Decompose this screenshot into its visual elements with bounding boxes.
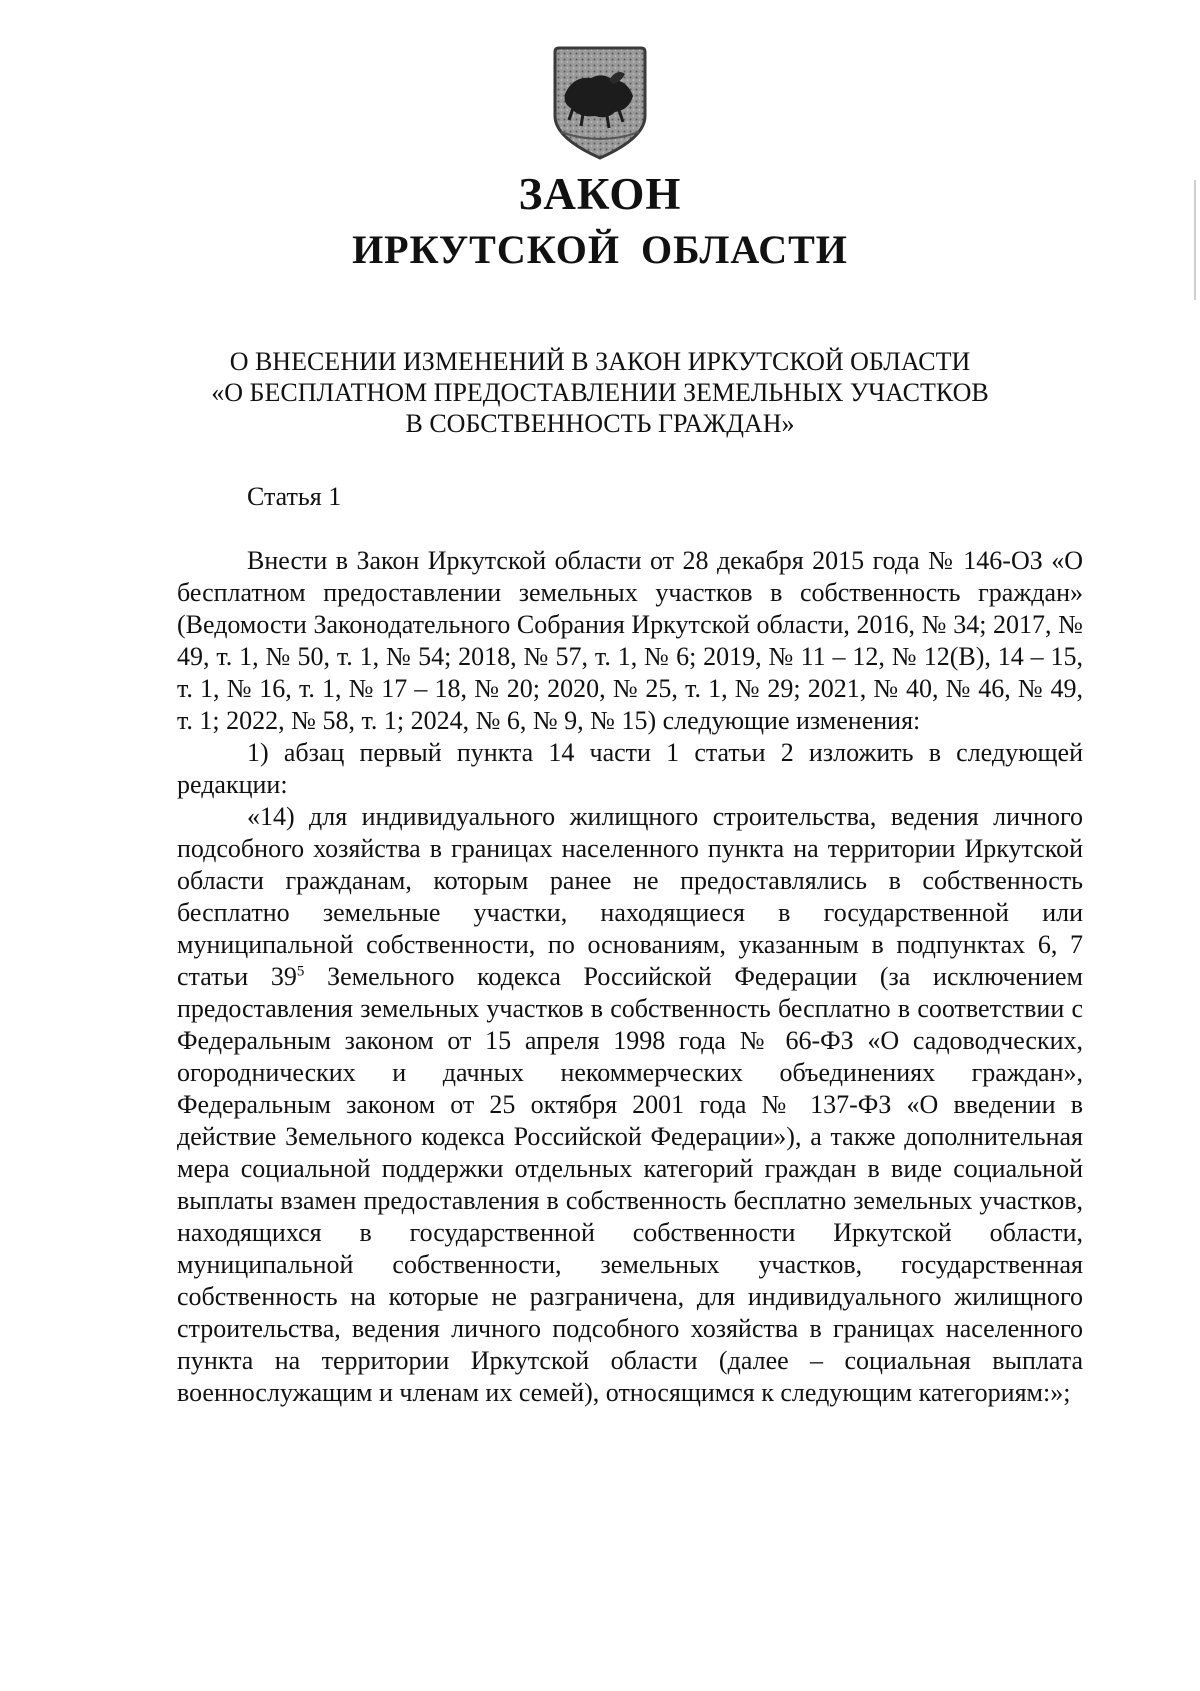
quoted-paragraph bbox=[177, 801, 1083, 1409]
document-title: ЗАКОН bbox=[518, 169, 682, 219]
superscript: 5 bbox=[296, 963, 305, 980]
article-heading: Статья 1 bbox=[247, 482, 342, 511]
document-subtitle: ИРКУТСКОЙ ОБЛАСТИ bbox=[352, 227, 848, 272]
law-title bbox=[150, 346, 1050, 439]
law-title-line: «О БЕСПЛАТНОМ ПРЕДОСТАВЛЕНИИ ЗЕМЕЛЬНЫХ УЧАСТКОВ bbox=[211, 378, 989, 407]
quoted-text: Земельного кодекса Российской Федерации (за исключением предоставления земельных участков в собственность бесплатно в соответствии с Федеральным законом от 15 апреля 1998 года № 66-ФЗ «О садоводческих, огороднических и дачных некоммерческих объединениях граждан», Федеральным законом от 25 октября 2001 года № 137-ФЗ «О введении в действие Земельного кодекса Российской Федерации»), а также дополнительная мера социальной поддержки отдельных категорий граждан в виде социальной выплаты взамен предоставления в собственность бесплатно земельных участков, находящихся в государственной собственности Иркутской области, муниципальной собственности, земельных участков, государственная собственность на которые не разграничена, для индивидуального жилищного строительства, ведения личного подсобного хозяйства в границах населенного пункта на территории Иркутской области (далее – социальная выплата военнослужащим и членам их семей), относящимся к следующим категориям:»; bbox=[177, 962, 1083, 1407]
document-body bbox=[177, 545, 1083, 1409]
quoted-text: «14) для индивидуального жилищного строительства, ведения личного подсобного хозяйства в границах населенного пункта на территории Иркутской области гражданам, которым ранее не предоставлялись в собственность бесплатно земельные участки, находящиеся в государственной или муниципальной собственности, по основаниям, указанным в подпунктах 6, 7 статьи 39 bbox=[177, 802, 1083, 991]
coat-of-arms-icon bbox=[551, 46, 649, 160]
intro-paragraph: Внести в Закон Иркутской области от 28 декабря 2015 года № 146-ОЗ «О бесплатном предоставлении земельных участков в собственность граждан» (Ведомости Законодательного Собрания Иркутской области, 2016, № 34; 2017, № 49, т. 1, № 50, т. 1, № 54; 2018, № 57, т. 1, № 6; 2019, № 11 – 12, № 12(В), 14 – 15, т. 1, № 16, т. 1, № 17 – 18, № 20; 2020, № 25, т. 1, № 29; 2021, № 40, № 46, № 49, т. 1; 2022, № 58, т. 1; 2024, № 6, № 9, № 15) следующие изменения: bbox=[177, 546, 1083, 735]
law-title-line: О ВНЕСЕНИИ ИЗМЕНЕНИЙ В ЗАКОН ИРКУТСКОЙ ОБЛАСТИ bbox=[229, 347, 971, 376]
law-title-line: В СОБСТВЕННОСТЬ ГРАЖДАН» bbox=[405, 409, 795, 438]
amendment-item: 1) абзац первый пункта 14 части 1 статьи 2 изложить в следующей редакции: bbox=[177, 738, 1083, 799]
